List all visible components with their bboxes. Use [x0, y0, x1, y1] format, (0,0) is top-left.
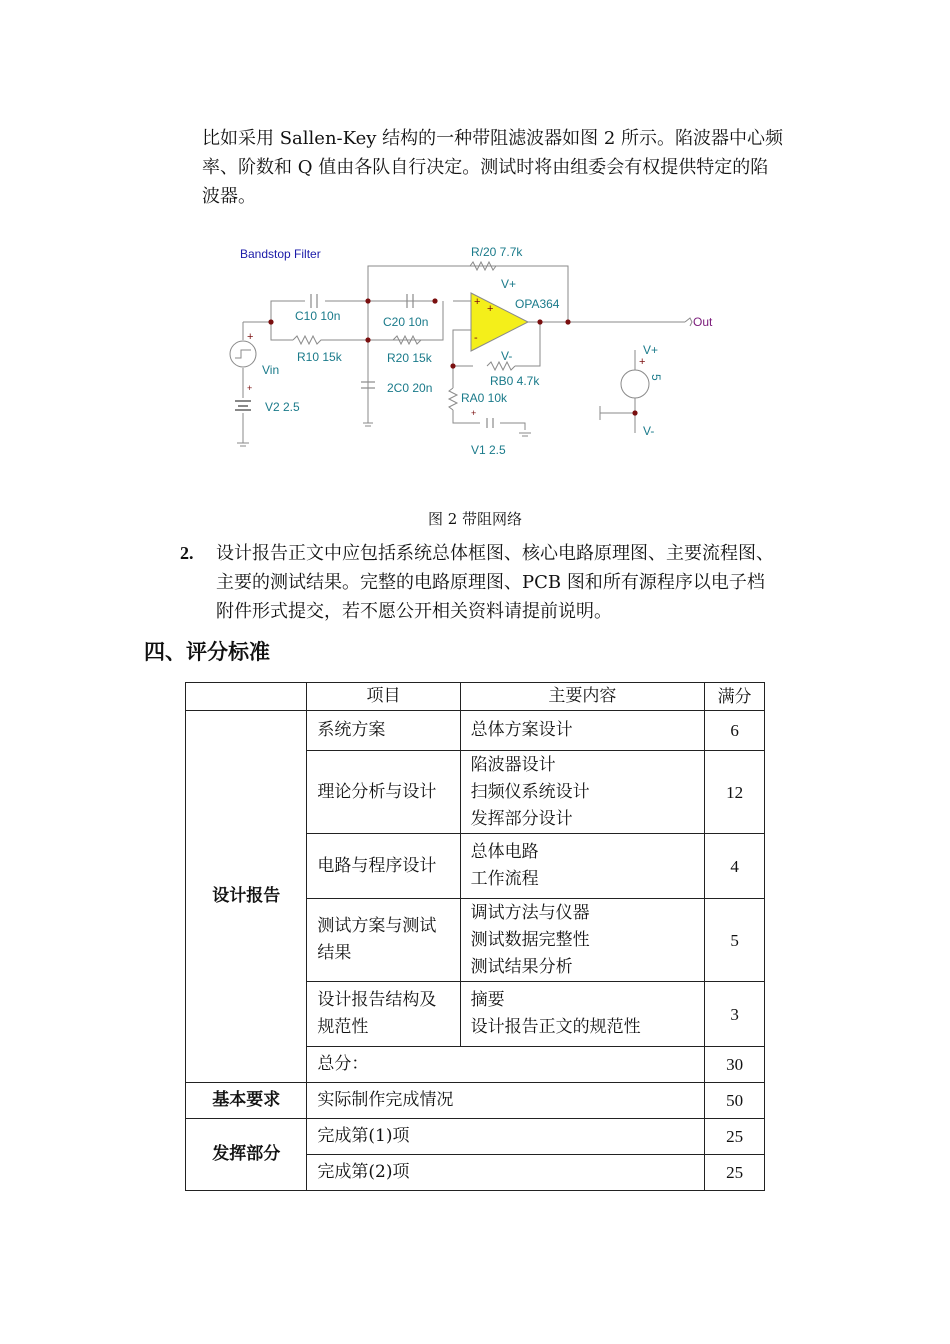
row-content [460, 751, 705, 834]
label-out: Out [693, 315, 713, 329]
section-heading: 四、评分标准 [144, 640, 270, 664]
label-v2: V2 2.5 [265, 400, 300, 414]
item2-line-3: 附件形式提交，若不愿公开相关资料请提前说明。 [216, 601, 612, 622]
header-content: 主要内容 [460, 683, 705, 711]
table-row-basic [186, 1083, 765, 1119]
intro-line-2: 率、阶数和 Q 值由各队自行决定。测试时将由组委会有权提供特定的陷 [202, 157, 769, 178]
extra-item: 完成第(1)项 [307, 1119, 705, 1155]
item-line: 结果 [317, 943, 352, 963]
label-src-plus: + [639, 356, 646, 368]
content-line: 测试结果分析 [470, 956, 573, 977]
header-item: 项目 [307, 683, 460, 711]
row-score: 6 [705, 711, 765, 751]
content-line: 工作流程 [470, 869, 539, 889]
content-line: 测试数据完整性 [470, 929, 590, 950]
row-score: 12 [705, 751, 765, 834]
row-score: 5 [705, 899, 765, 982]
label-r20b: R20 15k [387, 351, 432, 365]
list-text [216, 539, 816, 626]
row-content [460, 899, 705, 982]
label-vin: Vin [262, 363, 280, 377]
basic-item: 实际制作完成情况 [307, 1083, 705, 1119]
content-line: 总体电路 [470, 842, 539, 862]
table-row-extra [186, 1119, 765, 1155]
label-minus1: - [474, 332, 478, 344]
bandstop-filter-schematic [225, 238, 745, 468]
design-report-label: 设计报告 [186, 711, 307, 1083]
intro-paragraph [202, 124, 812, 211]
row-content: 总体方案设计 [460, 711, 705, 751]
item2-line-1: 设计报告正文中应包括系统总体框图、核心电路原理图、主要流程图、 [216, 543, 774, 564]
label-v1: V1 2.5 [471, 443, 506, 457]
row-item: 电路与程序设计 [307, 834, 460, 899]
label-vplus-src: V+ [643, 343, 659, 357]
table-row [186, 711, 765, 751]
label-c10: C10 10n [295, 309, 341, 323]
row-item: 系统方案 [307, 711, 460, 751]
row-content [460, 834, 705, 899]
row-content [460, 982, 705, 1047]
scoring-table [185, 682, 765, 1191]
content-line: 调试方法与仪器 [470, 902, 590, 923]
content-line: 发挥部分设计 [470, 808, 573, 829]
list-number: 2. [180, 543, 194, 563]
basic-score: 50 [705, 1083, 765, 1119]
row-item [307, 982, 460, 1047]
row-item [307, 899, 460, 982]
label-src-val: 5 [649, 374, 663, 381]
row-score: 3 [705, 982, 765, 1047]
row-score: 4 [705, 834, 765, 899]
header-score: 满分 [705, 683, 765, 711]
basic-label: 基本要求 [186, 1083, 307, 1119]
item-line: 规范性 [317, 1017, 369, 1037]
label-r20: R/20 7.7k [471, 245, 523, 259]
label-plus1: + [474, 296, 481, 308]
label-opamp: OPA364 [515, 297, 560, 311]
total-label: 总分： [307, 1047, 705, 1083]
content-line: 设计报告正文的规范性 [470, 1017, 641, 1037]
label-r10: R10 15k [297, 350, 342, 364]
label-plus2: + [487, 303, 494, 315]
row-item: 理论分析与设计 [307, 751, 460, 834]
label-ra0: RA0 10k [461, 391, 508, 405]
extra-item: 完成第(2)项 [307, 1155, 705, 1191]
label-c0: 2C0 20n [387, 381, 433, 395]
label-vplus-top: V+ [501, 277, 517, 291]
label-rb0: RB0 4.7k [490, 374, 540, 388]
intro-line-1: 比如采用 Sallen-Key 结构的一种带阻滤波器如图 2 所示。陷波器中心频 [202, 128, 784, 149]
table-header-row [186, 683, 765, 711]
header-blank [186, 683, 307, 711]
label-c20: C20 10n [383, 315, 429, 329]
label-vminus-op: V- [501, 349, 513, 363]
label-vin-plus: + [247, 331, 254, 343]
label-vminus-src: V- [643, 424, 655, 438]
label-v1-plus: + [471, 408, 477, 418]
item-line: 测试方案与测试 [317, 916, 437, 936]
extra-label: 发挥部分 [186, 1119, 307, 1191]
item-line: 设计报告结构及 [317, 990, 437, 1010]
intro-line-3: 波器。 [202, 186, 256, 207]
figure-caption: 图 2 带阻网络 [427, 510, 523, 528]
total-score: 30 [705, 1047, 765, 1083]
extra-score: 25 [705, 1155, 765, 1191]
schematic-title: Bandstop Filter [240, 247, 321, 261]
label-v2-plus: + [247, 383, 253, 393]
content-line: 扫频仪系统设计 [470, 781, 590, 802]
content-line: 陷波器设计 [470, 754, 556, 775]
item2-line-2: 主要的测试结果。完整的电路原理图、PCB 图和所有源程序以电子档 [216, 572, 765, 593]
content-line: 摘要 [470, 990, 505, 1010]
extra-score: 25 [705, 1119, 765, 1155]
